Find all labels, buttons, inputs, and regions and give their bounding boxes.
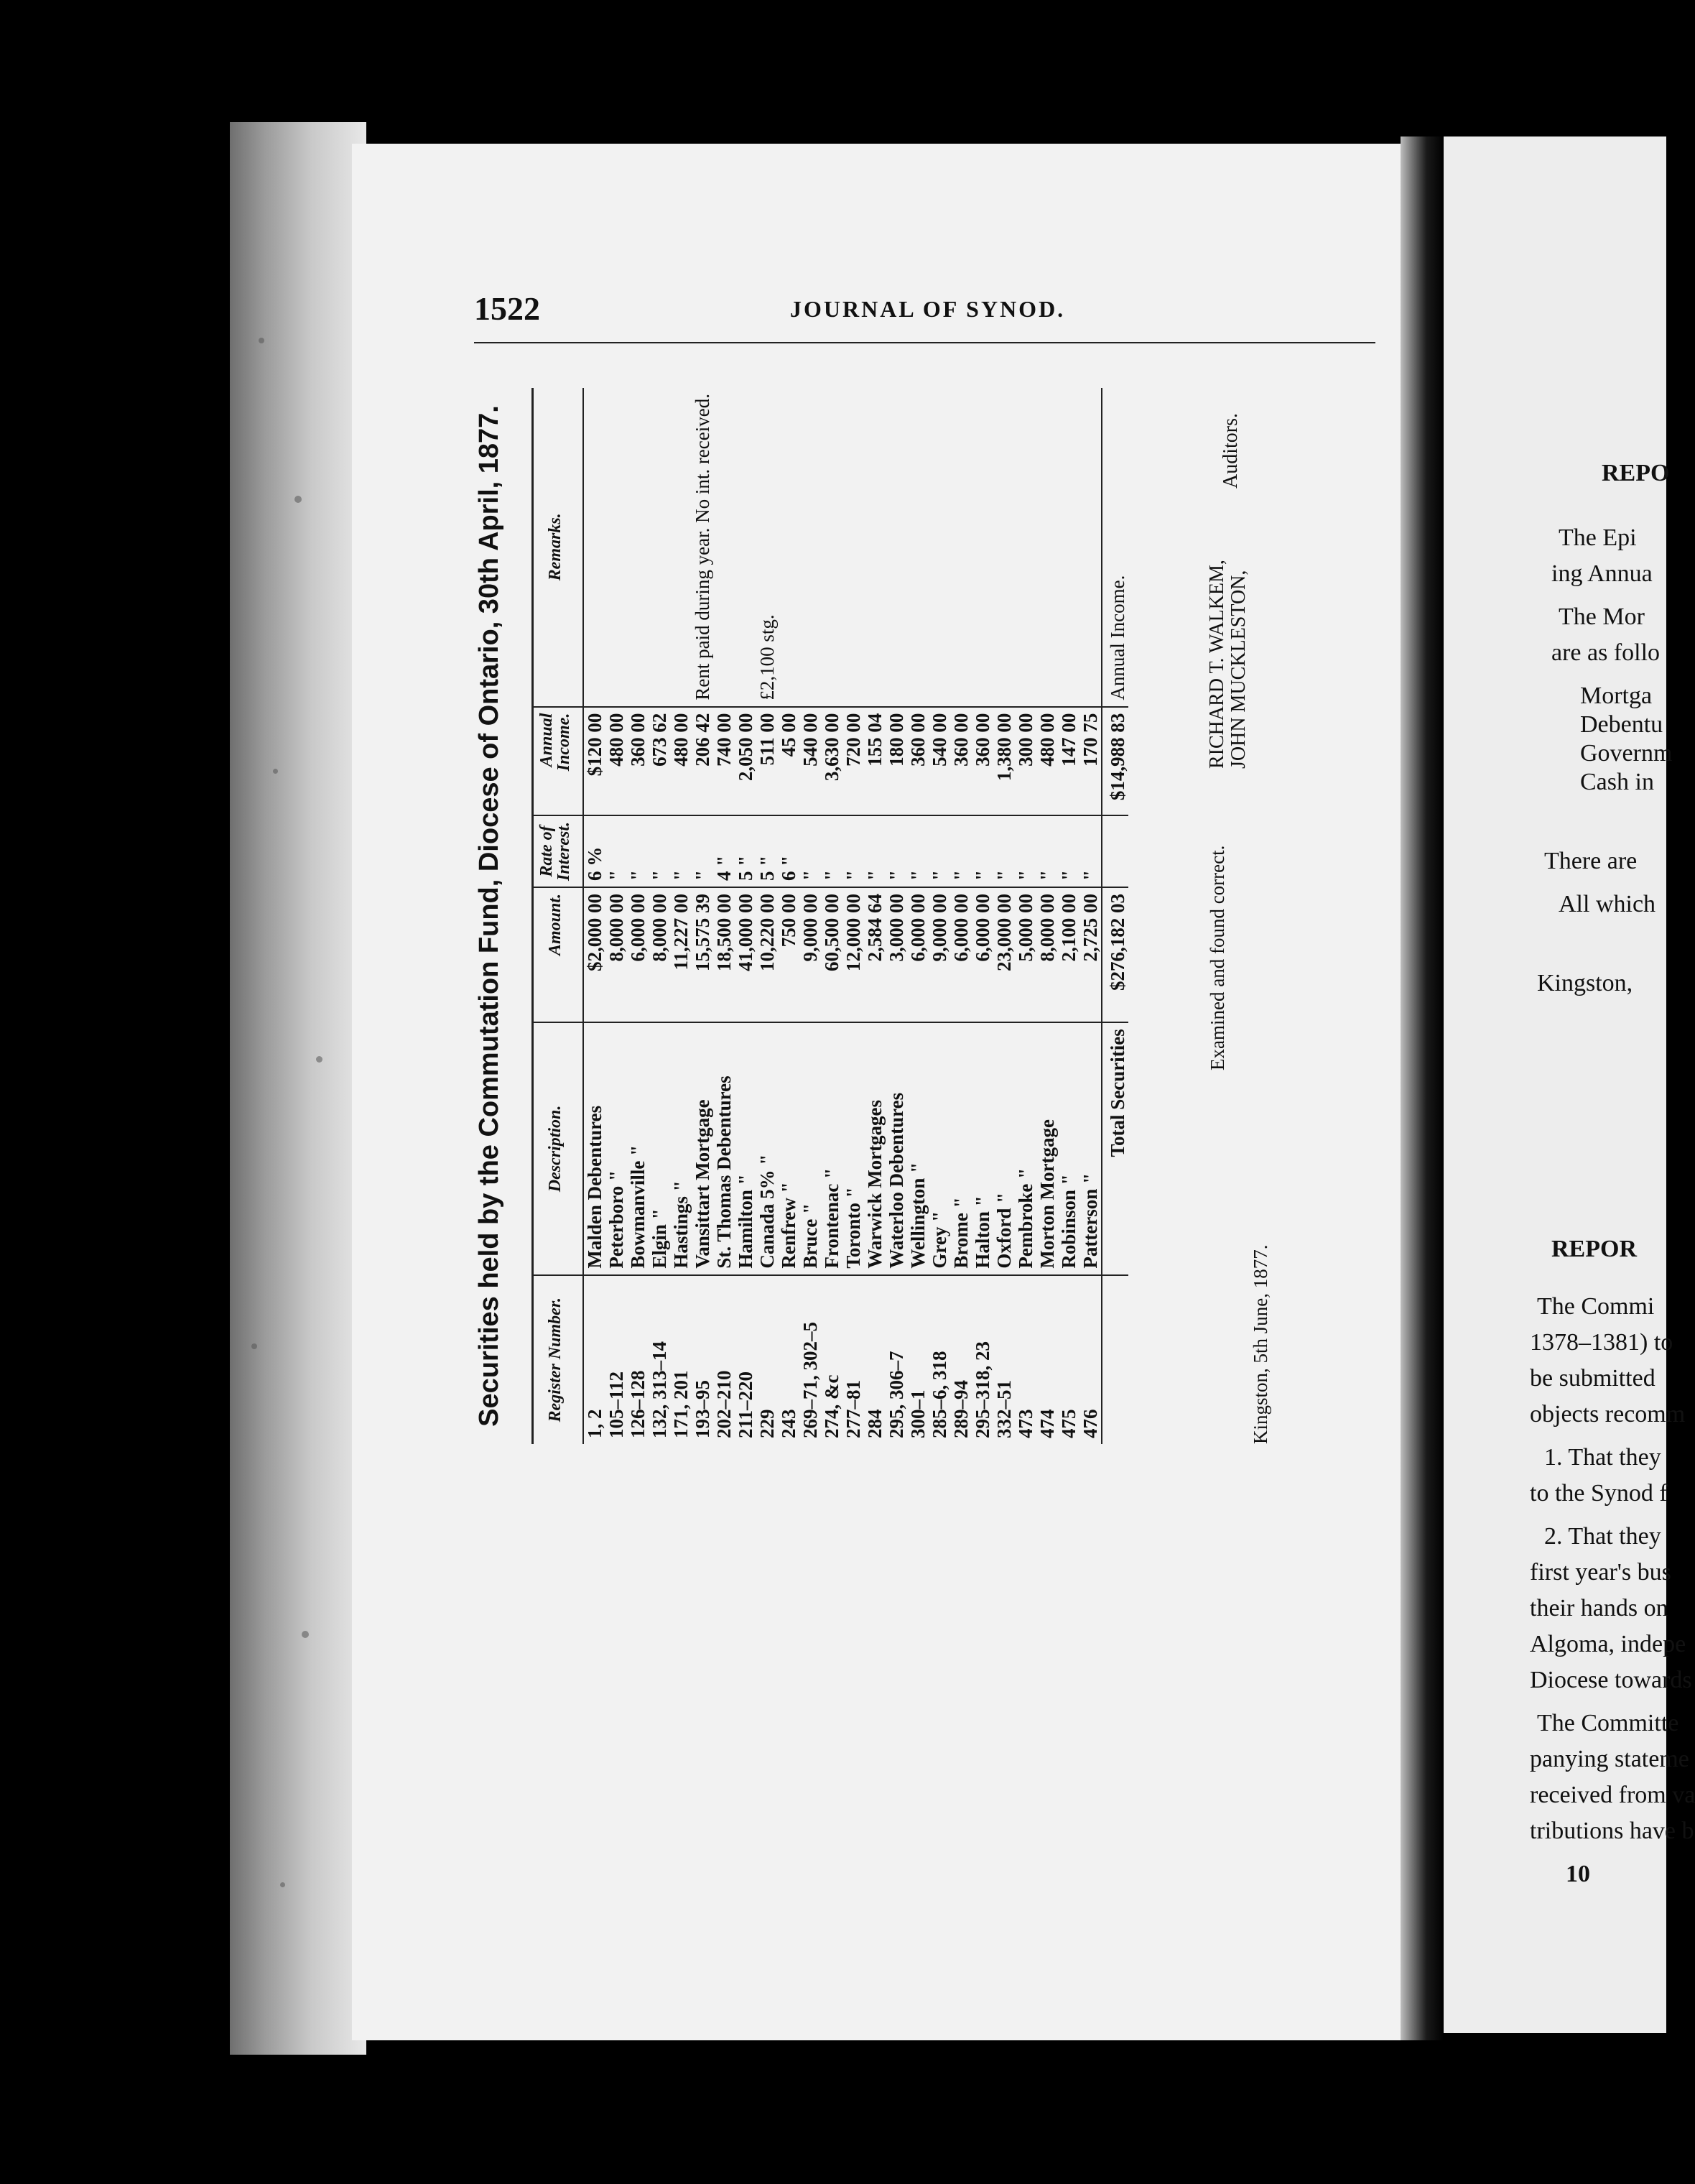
cell-register: 475 bbox=[1058, 1409, 1079, 1438]
cell-register: 229 bbox=[756, 1409, 778, 1438]
cell-rate: " bbox=[649, 815, 670, 887]
facing-page-line: Kingston, bbox=[1537, 970, 1633, 996]
facing-page-line: 1. That they bbox=[1544, 1444, 1661, 1471]
cell-remarks bbox=[799, 388, 821, 707]
cell-remarks bbox=[907, 388, 929, 707]
cell-description: Patterson " bbox=[1079, 1022, 1102, 1274]
cell-income: 170 75 bbox=[1079, 707, 1102, 815]
table-row bbox=[1079, 388, 1102, 1444]
cell-description: Warwick Mortgages bbox=[864, 1022, 886, 1274]
page-number: 1522 bbox=[474, 290, 540, 327]
header-description: Description. bbox=[533, 1022, 584, 1274]
cell-income: 206 42 bbox=[692, 707, 713, 815]
cell-income: 720 00 bbox=[842, 707, 864, 815]
cell-rate: 5 " bbox=[756, 815, 778, 887]
cell-rate: " bbox=[864, 815, 886, 887]
facing-page-line: be submitted bbox=[1530, 1365, 1655, 1392]
header-amount: Amount. bbox=[533, 887, 584, 1022]
cell-amount: 6,000 00 bbox=[627, 887, 649, 1022]
cell-register: 277–81 bbox=[842, 1380, 864, 1438]
cell-remarks bbox=[649, 388, 670, 707]
facing-page-line: 10 bbox=[1566, 1861, 1590, 1887]
cell-income: 740 00 bbox=[713, 707, 735, 815]
cell-amount: 8,000 00 bbox=[649, 887, 670, 1022]
cell-description: Morton Mortgage bbox=[1036, 1022, 1058, 1274]
facing-page-line: to the Synod f bbox=[1530, 1480, 1668, 1507]
cell-register: 274, &c bbox=[821, 1374, 842, 1438]
table-row bbox=[864, 388, 886, 1444]
total-label: Total Securities bbox=[1102, 1022, 1128, 1274]
facing-page bbox=[1444, 136, 1695, 2033]
book-gutter bbox=[1401, 136, 1444, 2040]
total-income: $14,988 83 bbox=[1102, 707, 1128, 815]
cell-income: 45 00 bbox=[778, 707, 799, 815]
cell-description: Wellington " bbox=[907, 1022, 929, 1274]
cell-register: 1, 2 bbox=[584, 1409, 605, 1438]
cell-income: 480 00 bbox=[1036, 707, 1058, 815]
header-remarks: Remarks. bbox=[533, 388, 584, 707]
cell-amount: 11,227 00 bbox=[670, 887, 692, 1022]
cell-income: 300 00 bbox=[1015, 707, 1036, 815]
table-row bbox=[778, 388, 799, 1444]
cell-remarks bbox=[778, 388, 799, 707]
cell-description: St. Thomas Debentures bbox=[713, 1022, 735, 1274]
facing-page-line: 1378–1381) to bbox=[1530, 1329, 1673, 1356]
cell-income: 511 00 bbox=[756, 707, 778, 815]
cell-description: Toronto " bbox=[842, 1022, 864, 1274]
cell-remarks bbox=[735, 388, 756, 707]
cell-register: 105–112 bbox=[605, 1371, 627, 1438]
cell-rate: " bbox=[692, 815, 713, 887]
cell-description: Robinson " bbox=[1058, 1022, 1079, 1274]
cell-description: Oxford " bbox=[993, 1022, 1015, 1274]
cell-amount: 2,725 00 bbox=[1079, 887, 1102, 1022]
facing-page-line: ing Annua bbox=[1551, 560, 1653, 587]
cell-amount: 10,220 00 bbox=[756, 887, 778, 1022]
facing-page-line: first year's bus bbox=[1530, 1559, 1671, 1586]
cell-remarks bbox=[605, 388, 627, 707]
cell-description: Renfrew " bbox=[778, 1022, 799, 1274]
cell-income: $120 00 bbox=[583, 707, 605, 815]
cell-income: 2,050 00 bbox=[735, 707, 756, 815]
auditor-2: JOHN MUCKLESTON, bbox=[1227, 570, 1250, 769]
cell-register: 284 bbox=[864, 1409, 886, 1438]
cell-rate: " bbox=[950, 815, 972, 887]
table-row bbox=[1015, 388, 1036, 1444]
table-row bbox=[713, 388, 735, 1444]
place-date: Kingston, 5th June, 1877. bbox=[1250, 1244, 1271, 1444]
cell-remarks bbox=[886, 388, 907, 707]
cell-amount: 6,000 00 bbox=[907, 887, 929, 1022]
cell-rate: 6 % bbox=[583, 815, 605, 887]
running-title: JOURNAL OF SYNOD. bbox=[790, 296, 1066, 322]
cell-income: 480 00 bbox=[605, 707, 627, 815]
facing-page-line: The Epi bbox=[1559, 524, 1637, 551]
cell-remarks bbox=[583, 388, 605, 707]
cell-amount: 41,000 00 bbox=[735, 887, 756, 1022]
cell-rate: " bbox=[605, 815, 627, 887]
facing-page-line: REPOR bbox=[1551, 1236, 1637, 1262]
cell-amount: 18,500 00 bbox=[713, 887, 735, 1022]
cell-rate: " bbox=[799, 815, 821, 887]
cell-description: Brome " bbox=[950, 1022, 972, 1274]
cell-register: 300–1 bbox=[907, 1389, 929, 1438]
facing-page-line: Debentu bbox=[1580, 711, 1663, 738]
cell-amount: 15,575 39 bbox=[692, 887, 713, 1022]
table-row bbox=[993, 388, 1015, 1444]
table-row bbox=[799, 388, 821, 1444]
cell-rate: 6 " bbox=[778, 815, 799, 887]
table-row bbox=[929, 388, 950, 1444]
cell-register: 474 bbox=[1036, 1409, 1058, 1438]
facing-page-line: Mortga bbox=[1580, 682, 1653, 709]
cell-amount: 12,000 00 bbox=[842, 887, 864, 1022]
cell-amount: 60,500 00 bbox=[821, 887, 842, 1022]
cell-description: Bruce " bbox=[799, 1022, 821, 1274]
cell-amount: $2,000 00 bbox=[583, 887, 605, 1022]
cell-income: 180 00 bbox=[886, 707, 907, 815]
header-rate: Rate of Interest. bbox=[533, 815, 584, 887]
table-row bbox=[692, 388, 713, 1444]
cell-amount: 8,000 00 bbox=[1036, 887, 1058, 1022]
cell-rate: " bbox=[670, 815, 692, 887]
auditor-names bbox=[1207, 560, 1250, 769]
total-row bbox=[1102, 388, 1128, 1444]
cell-income: 540 00 bbox=[929, 707, 950, 815]
table-row bbox=[972, 388, 993, 1444]
facing-page-line: 2. That they bbox=[1544, 1523, 1661, 1550]
book-page-edges bbox=[230, 122, 366, 2055]
header-rule bbox=[474, 342, 1375, 343]
header-income: Annual Income. bbox=[533, 707, 584, 815]
cell-register: 295–318, 23 bbox=[972, 1341, 993, 1438]
table-header-row bbox=[533, 388, 584, 1444]
table-row bbox=[756, 388, 778, 1444]
cell-remarks: Rent paid during year. No int. received. bbox=[692, 388, 713, 707]
cell-amount: 2,100 00 bbox=[1058, 887, 1079, 1022]
facing-page-line: The Mor bbox=[1559, 603, 1645, 630]
cell-rate: " bbox=[886, 815, 907, 887]
cell-register: 243 bbox=[778, 1409, 799, 1438]
cell-income: 147 00 bbox=[1058, 707, 1079, 815]
cell-description: Malden Debentures bbox=[583, 1022, 605, 1274]
cell-register: 289–94 bbox=[950, 1380, 972, 1438]
cell-remarks bbox=[950, 388, 972, 707]
cell-remarks bbox=[821, 388, 842, 707]
cell-register: 476 bbox=[1079, 1409, 1101, 1438]
cell-remarks bbox=[993, 388, 1015, 707]
cell-income: 480 00 bbox=[670, 707, 692, 815]
facing-page-line: Governm bbox=[1580, 740, 1673, 767]
table-row bbox=[670, 388, 692, 1444]
cell-remarks bbox=[670, 388, 692, 707]
cell-description: Grey " bbox=[929, 1022, 950, 1274]
cell-remarks: £2,100 stg. bbox=[756, 388, 778, 707]
facing-page-line: There are bbox=[1544, 848, 1638, 874]
cell-register: 332–51 bbox=[993, 1380, 1015, 1438]
facing-page-line: The Committe bbox=[1537, 1710, 1679, 1736]
cell-register: 126–128 bbox=[627, 1370, 649, 1438]
cell-remarks bbox=[713, 388, 735, 707]
cell-remarks bbox=[1036, 388, 1058, 707]
cell-amount: 2,584 64 bbox=[864, 887, 886, 1022]
facing-page-line: received from va bbox=[1530, 1782, 1695, 1808]
cell-income: 1,380 00 bbox=[993, 707, 1015, 815]
cell-income: 360 00 bbox=[907, 707, 929, 815]
cell-remarks bbox=[627, 388, 649, 707]
cell-amount: 3,000 00 bbox=[886, 887, 907, 1022]
cell-rate: " bbox=[929, 815, 950, 887]
table-row bbox=[886, 388, 907, 1444]
cell-description: Peterboro " bbox=[605, 1022, 627, 1274]
table-row bbox=[1036, 388, 1058, 1444]
cell-rate: " bbox=[907, 815, 929, 887]
facing-page-line: All which bbox=[1559, 891, 1656, 917]
cell-remarks bbox=[1079, 388, 1102, 707]
total-amount: $276,182 03 bbox=[1102, 887, 1128, 1022]
cell-register: 193–95 bbox=[692, 1380, 713, 1438]
cell-income: 360 00 bbox=[972, 707, 993, 815]
table-row bbox=[907, 388, 929, 1444]
cell-description: Elgin " bbox=[649, 1022, 670, 1274]
facing-page-line: Algoma, indepe bbox=[1530, 1631, 1686, 1657]
table-row bbox=[627, 388, 649, 1444]
cell-register: 285–6, 318 bbox=[929, 1351, 950, 1438]
cell-remarks bbox=[929, 388, 950, 707]
total-rate-spacer bbox=[1102, 815, 1128, 887]
auditors-label: Auditors. bbox=[1220, 413, 1242, 489]
cell-amount: 5,000 00 bbox=[1015, 887, 1036, 1022]
cell-rate: " bbox=[1079, 815, 1102, 887]
facing-page-line: The Commi bbox=[1537, 1293, 1655, 1320]
facing-page-line: tributions have b bbox=[1530, 1818, 1694, 1844]
cell-description: Bowmanville " bbox=[627, 1022, 649, 1274]
cell-income: 360 00 bbox=[627, 707, 649, 815]
cell-rate: " bbox=[1058, 815, 1079, 887]
cell-amount: 6,000 00 bbox=[972, 887, 993, 1022]
cell-amount: 23,000 00 bbox=[993, 887, 1015, 1022]
facing-page-line: are as follo bbox=[1551, 639, 1661, 666]
facing-page-line: objects recomm bbox=[1530, 1401, 1686, 1428]
cell-rate: 5 " bbox=[735, 815, 756, 887]
cell-income: 155 04 bbox=[864, 707, 886, 815]
table-title: Securities held by the Commutation Fund, Diocese of Ontario, 30th April, 1877. bbox=[474, 405, 504, 1427]
table-row bbox=[649, 388, 670, 1444]
table-row bbox=[821, 388, 842, 1444]
cell-remarks bbox=[1058, 388, 1079, 707]
auditor-1: RICHARD T. WALKEM, bbox=[1206, 560, 1228, 769]
cell-rate: " bbox=[627, 815, 649, 887]
table-row bbox=[583, 388, 605, 1444]
cell-register: 269–71, 302–5 bbox=[799, 1322, 821, 1438]
examined-statement: Examined and found correct. bbox=[1207, 845, 1228, 1070]
cell-amount: 9,000 00 bbox=[799, 887, 821, 1022]
cell-description: Halton " bbox=[972, 1022, 993, 1274]
table-row bbox=[842, 388, 864, 1444]
facing-page-line: Diocese towards bbox=[1530, 1667, 1692, 1693]
cell-remarks bbox=[1015, 388, 1036, 707]
facing-page-line: their hands on bbox=[1530, 1595, 1668, 1621]
cell-amount: 8,000 00 bbox=[605, 887, 627, 1022]
cell-rate: " bbox=[1015, 815, 1036, 887]
facing-page-line: panying stateme bbox=[1530, 1746, 1689, 1772]
cell-description: Waterloo Debentures bbox=[886, 1022, 907, 1274]
cell-register: 202–210 bbox=[713, 1370, 735, 1438]
securities-table bbox=[531, 388, 1128, 1444]
cell-rate: " bbox=[842, 815, 864, 887]
cell-income: 673 62 bbox=[649, 707, 670, 815]
table-row bbox=[1058, 388, 1079, 1444]
cell-rate: " bbox=[993, 815, 1015, 887]
cell-income: 3,630 00 bbox=[821, 707, 842, 815]
cell-description: Vansittart Mortgage bbox=[692, 1022, 713, 1274]
cell-income: 540 00 bbox=[799, 707, 821, 815]
cell-remarks bbox=[842, 388, 864, 707]
cell-description: Canada 5% " bbox=[756, 1022, 778, 1274]
cell-rate: " bbox=[821, 815, 842, 887]
total-spacer bbox=[1102, 1275, 1128, 1444]
cell-register: 295, 306–7 bbox=[886, 1351, 907, 1438]
cell-description: Hamilton " bbox=[735, 1022, 756, 1274]
cell-register: 211–220 bbox=[735, 1371, 756, 1438]
cell-description: Pembroke " bbox=[1015, 1022, 1036, 1274]
table-row bbox=[735, 388, 756, 1444]
cell-description: Hastings " bbox=[670, 1022, 692, 1274]
cell-rate: 4 " bbox=[713, 815, 735, 887]
cell-remarks bbox=[972, 388, 993, 707]
cell-amount: 6,000 00 bbox=[950, 887, 972, 1022]
cell-income: 360 00 bbox=[950, 707, 972, 815]
header-register: Register Number. bbox=[533, 1275, 584, 1444]
table-row bbox=[605, 388, 627, 1444]
cell-remarks bbox=[864, 388, 886, 707]
cell-amount: 9,000 00 bbox=[929, 887, 950, 1022]
cell-register: 132, 313–14 bbox=[649, 1341, 670, 1438]
cell-description: Frontenac " bbox=[821, 1022, 842, 1274]
total-remarks: Annual Income. bbox=[1102, 388, 1128, 707]
facing-page-line: Cash in bbox=[1580, 769, 1654, 795]
cell-rate: " bbox=[1036, 815, 1058, 887]
cell-register: 473 bbox=[1015, 1409, 1036, 1438]
cell-rate: " bbox=[972, 815, 993, 887]
table-row bbox=[950, 388, 972, 1444]
rotated-securities-table bbox=[474, 388, 1375, 1444]
facing-page-line: REPO bbox=[1602, 460, 1670, 486]
cell-amount: 750 00 bbox=[778, 887, 799, 1022]
cell-register: 171, 201 bbox=[670, 1370, 692, 1438]
